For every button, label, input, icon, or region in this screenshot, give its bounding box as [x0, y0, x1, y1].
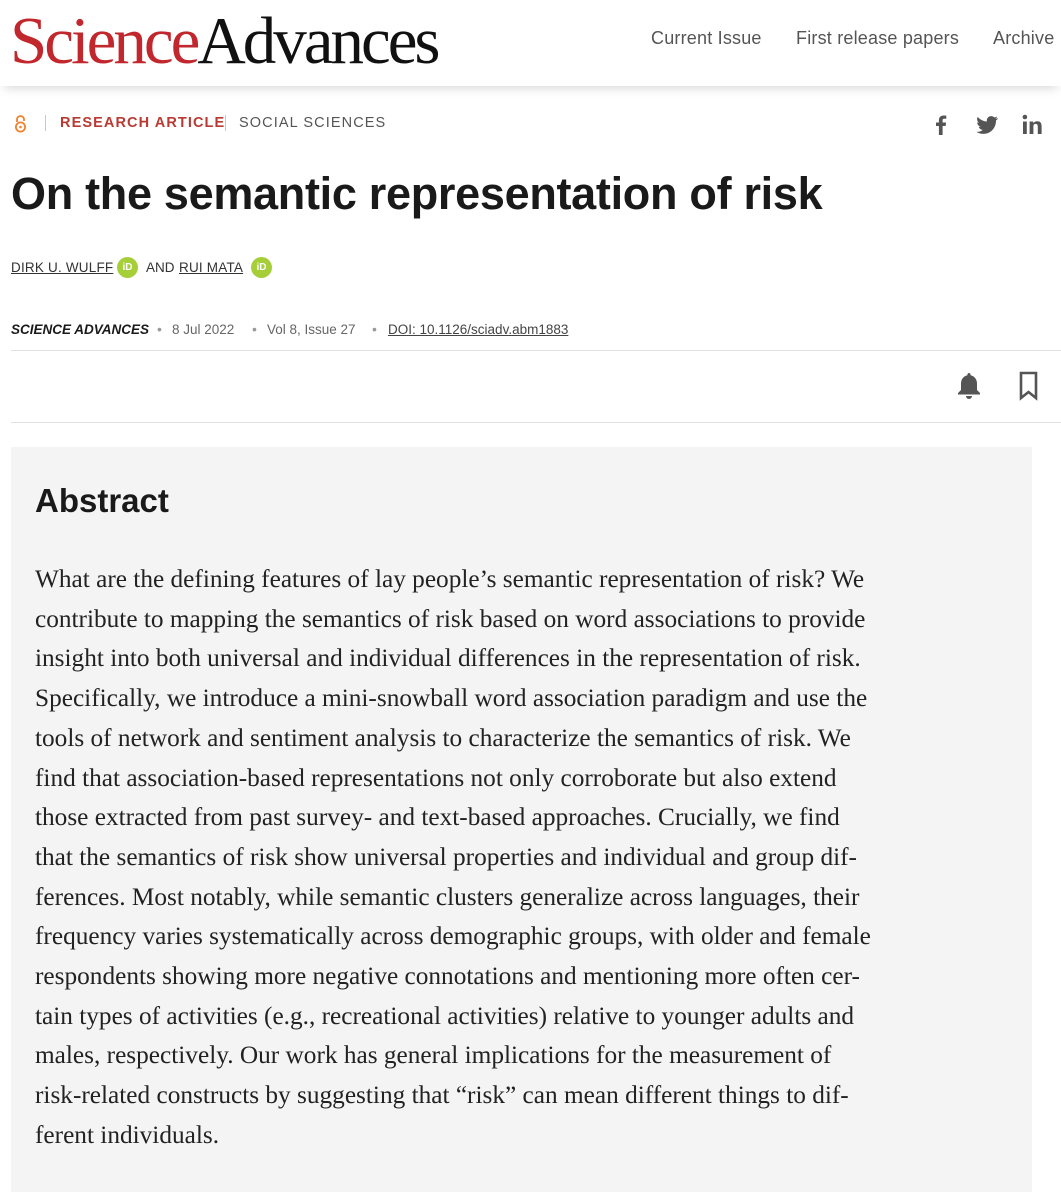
meta-separator: • [157, 321, 162, 337]
doi-link[interactable]: DOI: 10.1126/sciadv.abm1883 [388, 322, 569, 337]
open-access-icon [12, 114, 30, 134]
abstract-line: frequency varies systematically across demographic groups, with older and female [35, 922, 871, 951]
orcid-icon[interactable]: iD [117, 257, 138, 278]
abstract-line: that the semantics of risk show universal properties and individual and group dif- [35, 842, 857, 871]
bell-icon[interactable] [954, 370, 984, 402]
abstract-line: risk-related constructs by suggesting that “risk” can mean different things to dif- [35, 1081, 849, 1110]
meta-divider [225, 115, 226, 131]
abstract-heading: Abstract [35, 482, 169, 519]
abstract-line: ferent individuals. [35, 1120, 220, 1149]
twitter-icon[interactable] [974, 112, 1000, 138]
author-link-wulff[interactable]: DIRK U. WULFF [11, 260, 114, 275]
site-logo[interactable] [10, 6, 438, 76]
journal-name[interactable]: SCIENCE ADVANCES [11, 322, 150, 337]
author-link-mata[interactable]: RUI MATA [179, 260, 244, 275]
meta-separator: • [372, 321, 377, 337]
article-title: On the semantic representation of risk [11, 168, 823, 219]
article-subject-label[interactable]: SOCIAL SCIENCES [239, 115, 387, 131]
facebook-icon[interactable] [928, 112, 954, 138]
publication-date: 8 Jul 2022 [172, 322, 235, 337]
divider [11, 422, 1061, 423]
meta-separator: • [252, 321, 257, 337]
nav-archive[interactable]: Archive [993, 28, 1055, 48]
site-header [0, 0, 1061, 86]
abstract-section [11, 447, 1032, 1192]
abstract-line: ferences. Most notably, while semantic clusters generalize across languages, their [35, 882, 860, 911]
abstract-line: tools of network and sentiment analysis to characterize the semantics of risk. We [35, 723, 851, 752]
abstract-line: respondents showing more negative connotations and mentioning more often cer- [35, 962, 860, 991]
abstract-line: those extracted from past survey- and text-based approaches. Crucially, we find [35, 803, 840, 832]
article-meta-row [12, 112, 1052, 136]
logo-science: Science [10, 4, 198, 78]
nav-current-issue[interactable]: Current Issue [651, 28, 762, 48]
abstract-text [35, 560, 1020, 1156]
abstract-line: males, respectively. Our work has general implications for the measurement of [35, 1041, 832, 1070]
author-conjunction: AND [146, 260, 175, 275]
article-type-label[interactable]: RESEARCH ARTICLE [60, 115, 226, 131]
abstract-line: contribute to mapping the semantics of risk based on word associations to provide [35, 604, 866, 633]
abstract-line: insight into both universal and individual differences in the representation of risk. [35, 644, 861, 673]
logo-advances: Advances [197, 4, 438, 78]
abstract-line: tain types of activities (e.g., recreational activities) relative to younger adults and [35, 1001, 855, 1030]
abstract-line: What are the defining features of lay people’s semantic representation of risk? We [35, 565, 865, 593]
divider [11, 350, 1061, 351]
nav-first-release-papers[interactable]: First release papers [796, 28, 960, 48]
bookmark-icon[interactable] [1016, 370, 1046, 402]
volume-issue[interactable]: Vol 8, Issue 27 [267, 322, 356, 337]
linkedin-icon[interactable] [1020, 112, 1046, 138]
abstract-line: find that association-based representations not only corroborate but also extend [35, 763, 837, 792]
meta-divider [45, 115, 46, 131]
orcid-icon[interactable]: iD [251, 257, 272, 278]
main-nav [611, 27, 1061, 49]
abstract-line: Specifically, we introduce a mini-snowball word association paradigm and use the [35, 684, 868, 713]
